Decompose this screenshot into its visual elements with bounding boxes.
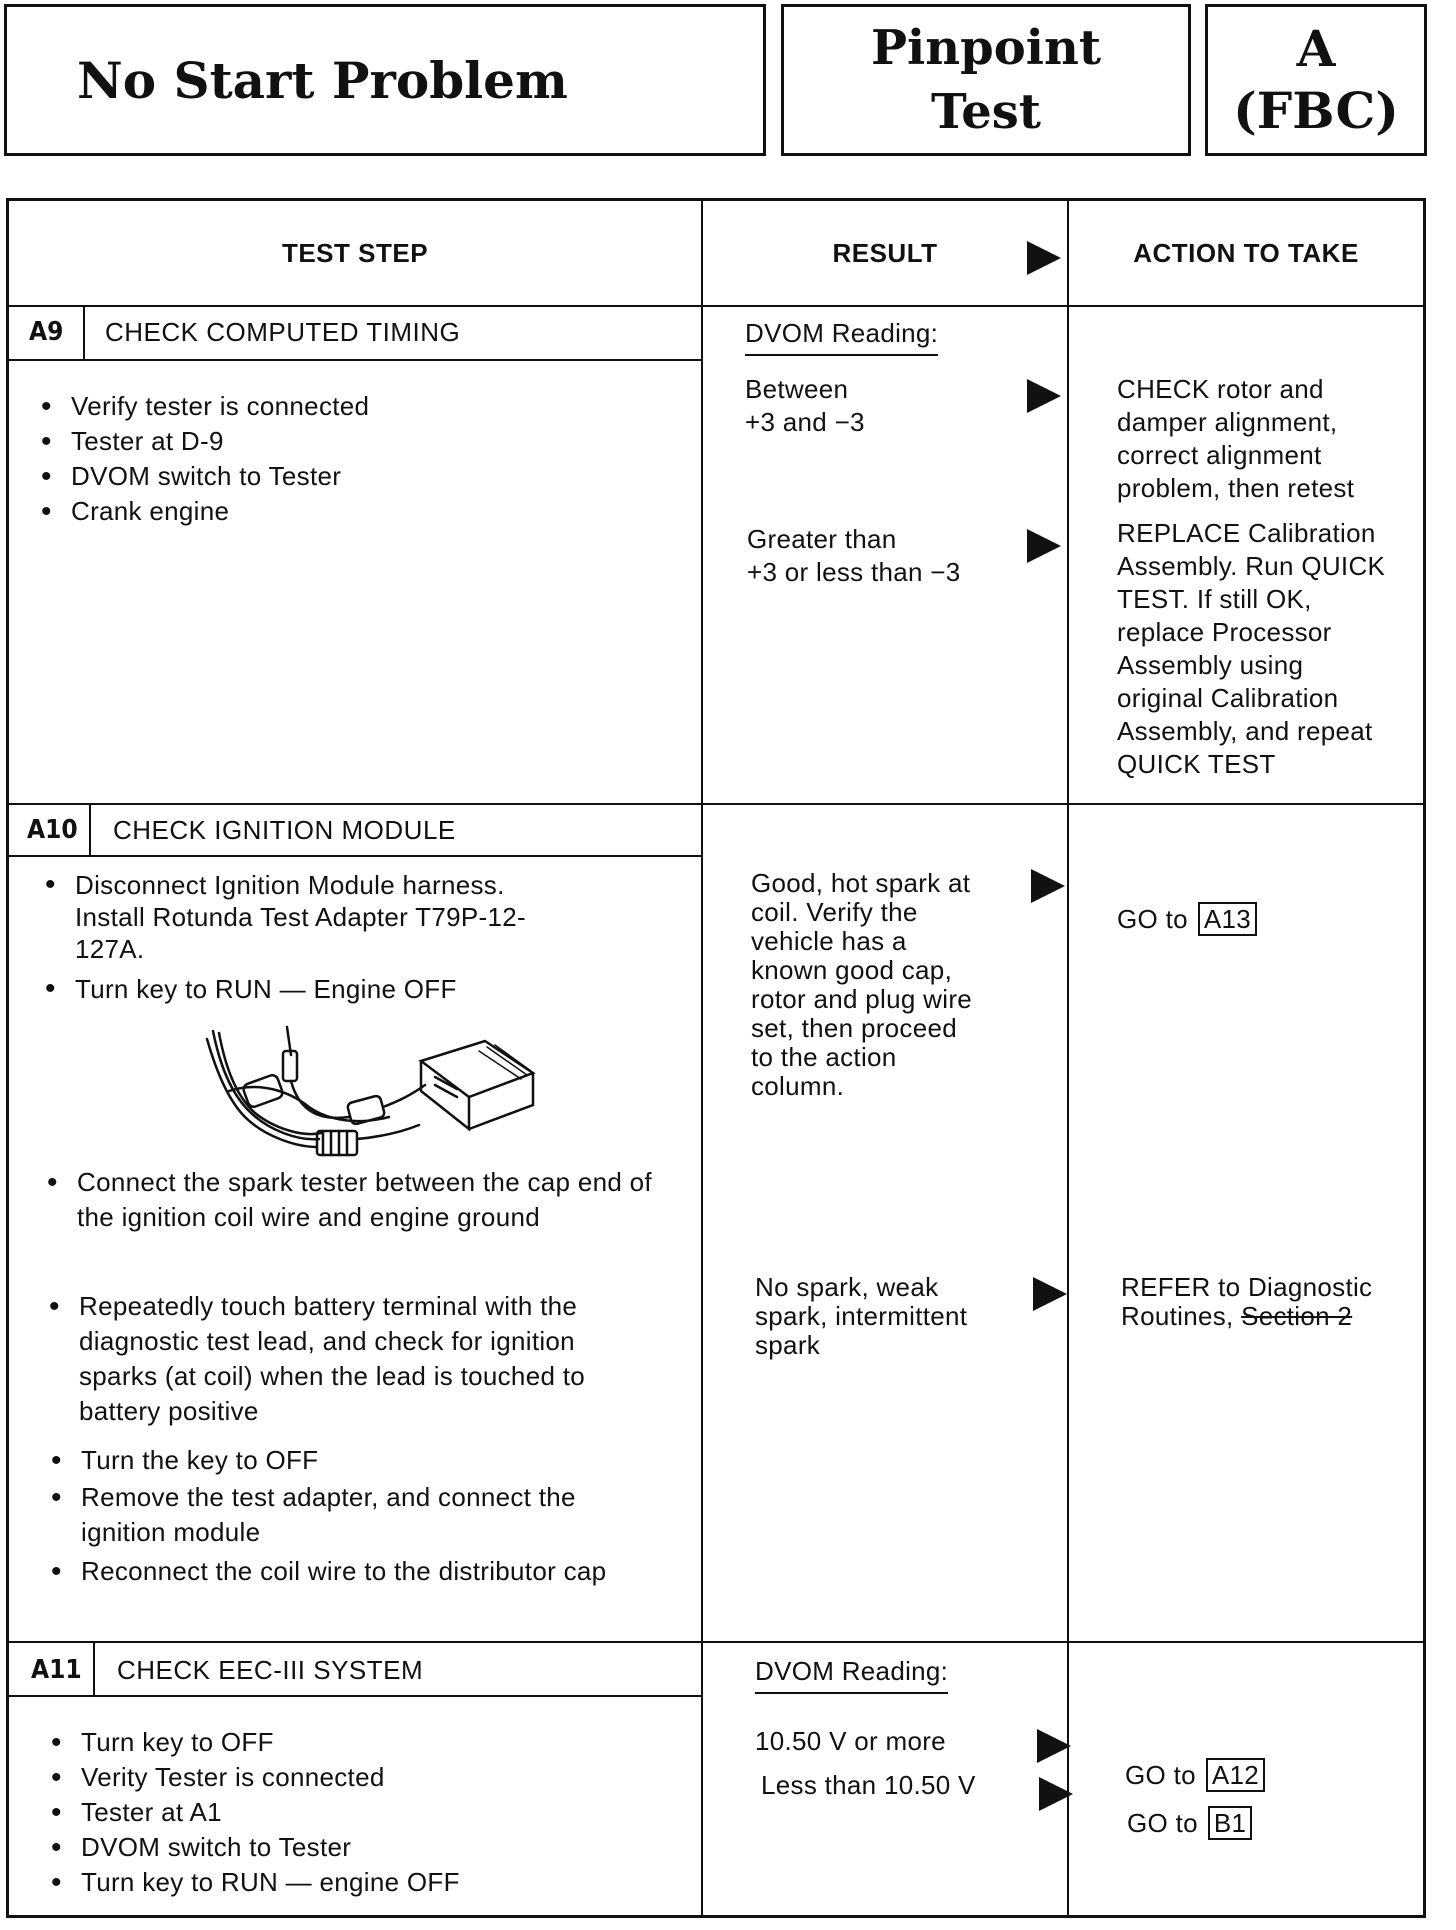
column-divider-action bbox=[1067, 201, 1069, 1915]
action-text: REPLACE Calibration Assembly. Run QUICK TEST. If still OK, replace Processor Assembly using original Calibration Assembly, and repeat QUICK TEST bbox=[1117, 518, 1386, 779]
result-text: Between +3 and −3 bbox=[745, 374, 865, 437]
pinpoint-test-label bbox=[781, 4, 1191, 156]
step-ref-link[interactable]: A13 bbox=[1198, 902, 1257, 936]
instruction-item: • DVOM switch to Tester bbox=[39, 459, 679, 494]
step-a10-instructions-bottom bbox=[49, 1443, 659, 1589]
action-prefix: GO to bbox=[1127, 1808, 1198, 1838]
action-go-to bbox=[1117, 869, 1417, 936]
pinpoint-line2: Test bbox=[931, 84, 1041, 140]
action-text: CHECK rotor and damper alignment, correct alignment problem, then retest bbox=[1117, 374, 1355, 503]
step-a11-id-divider bbox=[93, 1641, 95, 1697]
result-text: Less than 10.50 V bbox=[761, 1770, 976, 1800]
step-a9-instructions bbox=[39, 389, 679, 529]
step-a11-instructions bbox=[49, 1725, 669, 1900]
step-id: A9 bbox=[29, 317, 64, 347]
result-arrow-icon bbox=[1027, 379, 1061, 413]
result-arrow-icon bbox=[1027, 241, 1061, 275]
step-title: CHECK COMPUTED TIMING bbox=[105, 317, 461, 347]
step-a11-title-underline bbox=[9, 1695, 701, 1697]
instruction-item: • Turn key to OFF bbox=[49, 1725, 669, 1760]
action-prefix: REFER to Diagnostic Routines, bbox=[1121, 1272, 1373, 1331]
step-ref-link[interactable]: B1 bbox=[1208, 1806, 1252, 1840]
instruction-item: • Verify tester is connected bbox=[39, 389, 679, 424]
step-title: CHECK EEC-III SYSTEM bbox=[117, 1655, 424, 1685]
step-divider bbox=[9, 803, 1423, 805]
result-arrow-icon bbox=[1031, 869, 1065, 903]
result-text: Greater than +3 or less than −3 bbox=[747, 524, 961, 587]
ignition-module-test-adapter-illustration bbox=[199, 1021, 539, 1171]
column-header-action: ACTION TO TAKE bbox=[1133, 237, 1359, 268]
instruction-item: • DVOM switch to Tester bbox=[49, 1830, 669, 1865]
instruction-item: • Turn key to RUN — engine OFF bbox=[49, 1865, 669, 1900]
pinpoint-test-table bbox=[6, 198, 1426, 1918]
action-go-to bbox=[1127, 1773, 1417, 1840]
step-a10-instructions-mid2 bbox=[47, 1289, 657, 1429]
result-label: DVOM Reading: bbox=[755, 1655, 948, 1694]
page-title bbox=[4, 4, 766, 156]
action-prefix: GO to bbox=[1125, 1760, 1196, 1790]
action-prefix: GO to bbox=[1117, 904, 1188, 934]
step-a10-instructions-top bbox=[43, 869, 563, 1005]
instruction-item: • Connect the spark tester between the cap end of the ignition coil wire and engine ground bbox=[45, 1165, 655, 1235]
result-text: Good, hot spark at coil. Verify the vehicle has a known good cap, rotor and plug wire set, then proceed to the action column. bbox=[751, 868, 973, 1101]
test-code-line1: A bbox=[1296, 19, 1336, 78]
result-arrow-icon bbox=[1027, 529, 1061, 563]
step-ref-link[interactable]: A12 bbox=[1206, 1758, 1265, 1792]
step-a10-title-underline bbox=[9, 855, 701, 857]
result-arrow-icon bbox=[1033, 1277, 1067, 1311]
column-header-result bbox=[703, 201, 1067, 305]
step-a9-title-underline bbox=[9, 359, 701, 361]
struck-section-ref: Section 2 bbox=[1241, 1301, 1353, 1331]
instruction-item: • Turn the key to OFF bbox=[49, 1443, 659, 1478]
column-header-result-label: RESULT bbox=[832, 237, 938, 268]
instruction-item: • Tester at A1 bbox=[49, 1795, 669, 1830]
step-id: A11 bbox=[31, 1655, 82, 1685]
test-code-label bbox=[1205, 4, 1427, 156]
instruction-item: • Verity Tester is connected bbox=[49, 1760, 669, 1795]
test-code-line2: (FBC) bbox=[1233, 81, 1399, 140]
step-id: A10 bbox=[27, 815, 78, 845]
result-text: 10.50 V or more bbox=[755, 1726, 946, 1756]
instruction-item: • Remove the test adapter, and connect the ignition module bbox=[49, 1480, 659, 1550]
step-a10-instructions-mid bbox=[45, 1165, 655, 1235]
result-text: No spark, weak spark, intermittent spark bbox=[755, 1272, 968, 1360]
result-arrow-icon bbox=[1037, 1729, 1071, 1763]
step-a9-id-divider bbox=[83, 305, 85, 361]
instruction-item: • Crank engine bbox=[39, 494, 679, 529]
instruction-item: • Reconnect the coil wire to the distributor cap bbox=[49, 1554, 659, 1589]
step-divider bbox=[9, 1641, 1423, 1643]
pinpoint-line1: Pinpoint bbox=[870, 20, 1102, 76]
header-divider bbox=[9, 305, 1423, 307]
instruction-item: • Turn key to RUN — Engine OFF bbox=[43, 973, 563, 1005]
result-label: DVOM Reading: bbox=[745, 317, 938, 356]
step-title: CHECK IGNITION MODULE bbox=[113, 815, 456, 845]
column-divider-result bbox=[701, 201, 703, 1915]
instruction-item: • Disconnect Ignition Module harness. Install Rotunda Test Adapter T79P-12-127A. bbox=[43, 869, 563, 965]
instruction-item: • Repeatedly touch battery terminal with the diagnostic test lead, and check for ignition sparks (at coil) when the lead is touched to battery positive bbox=[47, 1289, 657, 1429]
step-a10-id-divider bbox=[89, 803, 91, 857]
action-refer bbox=[1121, 1273, 1421, 1331]
result-arrow-icon bbox=[1039, 1777, 1073, 1811]
column-header-test-step: TEST STEP bbox=[281, 237, 429, 268]
instruction-item: • Tester at D-9 bbox=[39, 424, 679, 459]
page-title-text: No Start Problem bbox=[77, 50, 568, 110]
